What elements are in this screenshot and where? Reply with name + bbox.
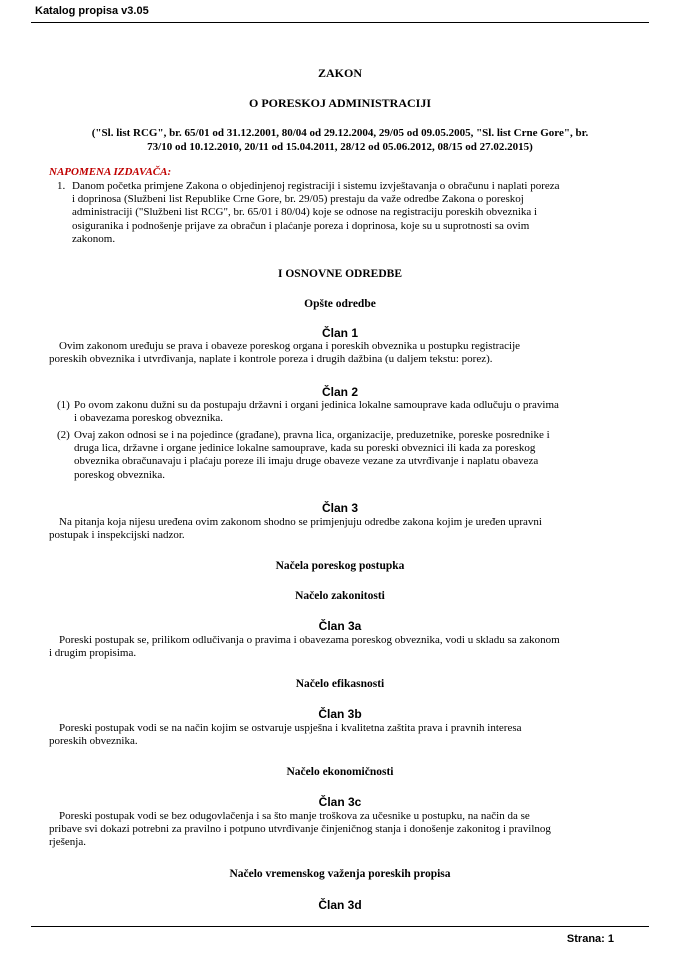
law-subtitle: O PORESKOJ ADMINISTRACIJI	[248, 96, 432, 110]
article-heading: Član 3d	[318, 898, 362, 912]
item-number: (2)	[57, 429, 70, 441]
article-item	[57, 429, 647, 482]
article-heading: Član 3a	[318, 619, 362, 633]
item-number: (1)	[57, 399, 70, 411]
subsection-heading: Načelo zakonitosti	[295, 590, 385, 602]
section-heading: Opšte odredbe	[304, 298, 376, 310]
article-line: Poreski postupak se, prilikom odlučivanja o pravima i obavezama poreskog obveznika, vodi u skladu sa zakonom	[59, 634, 560, 646]
article-item	[57, 399, 647, 425]
article-heading: Član 2	[321, 385, 358, 399]
item-line: obveznika obračunavaju i plaćaju poreze ili imaju druge obaveze vezane za utvrđivanje i naplatu obaveza	[74, 455, 539, 468]
citation	[40, 126, 640, 154]
article-line: Ovim zakonom uređuju se prava i obaveze poreskog organa i poreskih obveznika u postupku registracije	[59, 340, 521, 352]
article-body	[49, 810, 654, 850]
publisher-note-item	[57, 180, 647, 246]
publisher-note-title: NAPOMENA IZDAVAČA:	[49, 166, 172, 178]
item-line: poreskog obveznika.	[74, 468, 166, 481]
article-body	[49, 634, 649, 660]
article-heading: Član 3b	[318, 707, 362, 721]
page-footer	[31, 926, 649, 961]
article-line: postupak i inspekcijski nadzor.	[49, 529, 185, 542]
article-body	[49, 340, 649, 366]
citation-line: 73/10 od 10.12.2010, 20/11 od 15.04.2011, 28/12 od 05.06.2012, 08/15 od 27.02.2015)	[147, 141, 533, 153]
note-number: 1.	[57, 180, 66, 192]
note-line: i doprinosa (Službeni list Republike Crne Gore, br. 29/05) prestaju da važe odredbe Zakona o poreskoj	[72, 193, 524, 206]
article-heading: Član 3	[321, 501, 358, 515]
article-line: Na pitanja koja nijesu uređena ovim zakonom shodno se primjenjuju odredbe zakona kojim je uređen upravni	[59, 516, 542, 528]
article-line: rješenja.	[49, 836, 86, 849]
article-body	[49, 722, 649, 748]
article-line: Poreski postupak vodi se bez odugovlačenja i sa što manje troškova za učesnike u postupku, na način da se	[59, 810, 530, 822]
subsection-heading: Načelo vremenskog važenja poreskih propisa	[229, 868, 451, 880]
article-heading: Član 1	[321, 326, 358, 340]
citation-line: ("Sl. list RCG", br. 65/01 od 31.12.2001, 80/04 od 29.12.2004, 29/05 od 09.05.2005, "Sl. list Crne Gore", br.	[91, 127, 589, 139]
note-line: Danom početka primjene Zakona o objedinjenoj registraciji i sistemu izvještavanja o obračunu i naplati poreza	[72, 180, 560, 192]
item-line: druga lica, državne i organe jedinice lokalne samouprave, kada su poreski obveznici ili kada za poreskog	[74, 442, 536, 455]
article-line: i drugim propisima.	[49, 647, 137, 660]
item-line: i obavezama poreskog obveznika.	[74, 412, 224, 425]
article-heading: Član 3c	[318, 795, 362, 809]
note-line: zakonom.	[72, 232, 116, 245]
item-line: Po ovom zakonu dužni su da postupaju državni i organi jedinica lokalne samouprave kada odlučuju o pravima	[74, 399, 559, 411]
article-line: poreskih obveznika.	[49, 735, 138, 748]
page-header	[31, 0, 649, 23]
section-heading: Načela poreskog postupka	[275, 560, 405, 572]
article-line: poreskih obveznika i utvrđivanja, naplate i kontrole poreza i drugih dažbina (u daljem tekstu: porez).	[49, 353, 493, 366]
note-line: administraciji ("Službeni list RCG", br. 65/01 i 80/04) koje se odnose na registraciju poreskih obveznika i	[72, 206, 538, 219]
law-title: ZAKON	[317, 66, 362, 80]
part-heading: I OSNOVNE ODREDBE	[278, 268, 402, 280]
article-body	[49, 516, 649, 542]
article-line: Poreski postupak vodi se na način kojim se ostvaruje uspješna i kvalitetna zaštita prava i pravnih interesa	[59, 722, 522, 734]
item-line: Ovaj zakon odnosi se i na pojedince (građane), pravna lica, organizacije, preduzetnike, poreske posrednike i	[74, 429, 550, 441]
subsection-heading: Načelo ekonomičnosti	[286, 766, 394, 778]
catalog-label: Katalog propisa v3.05	[35, 5, 149, 17]
article-line: pribave svi dokazi potrebni za pravilno i potpuno utvrđivanje činjeničnog stanja i donošenje zakonitog i pravilnog	[49, 823, 551, 836]
page-number: Strana: 1	[566, 933, 614, 945]
note-line: osiguranika i podnošenje prijave za obračun i plaćanje poreza i doprinosa, koje su u suprotnosti sa ovim	[72, 219, 530, 232]
subsection-heading: Načelo efikasnosti	[295, 678, 385, 690]
